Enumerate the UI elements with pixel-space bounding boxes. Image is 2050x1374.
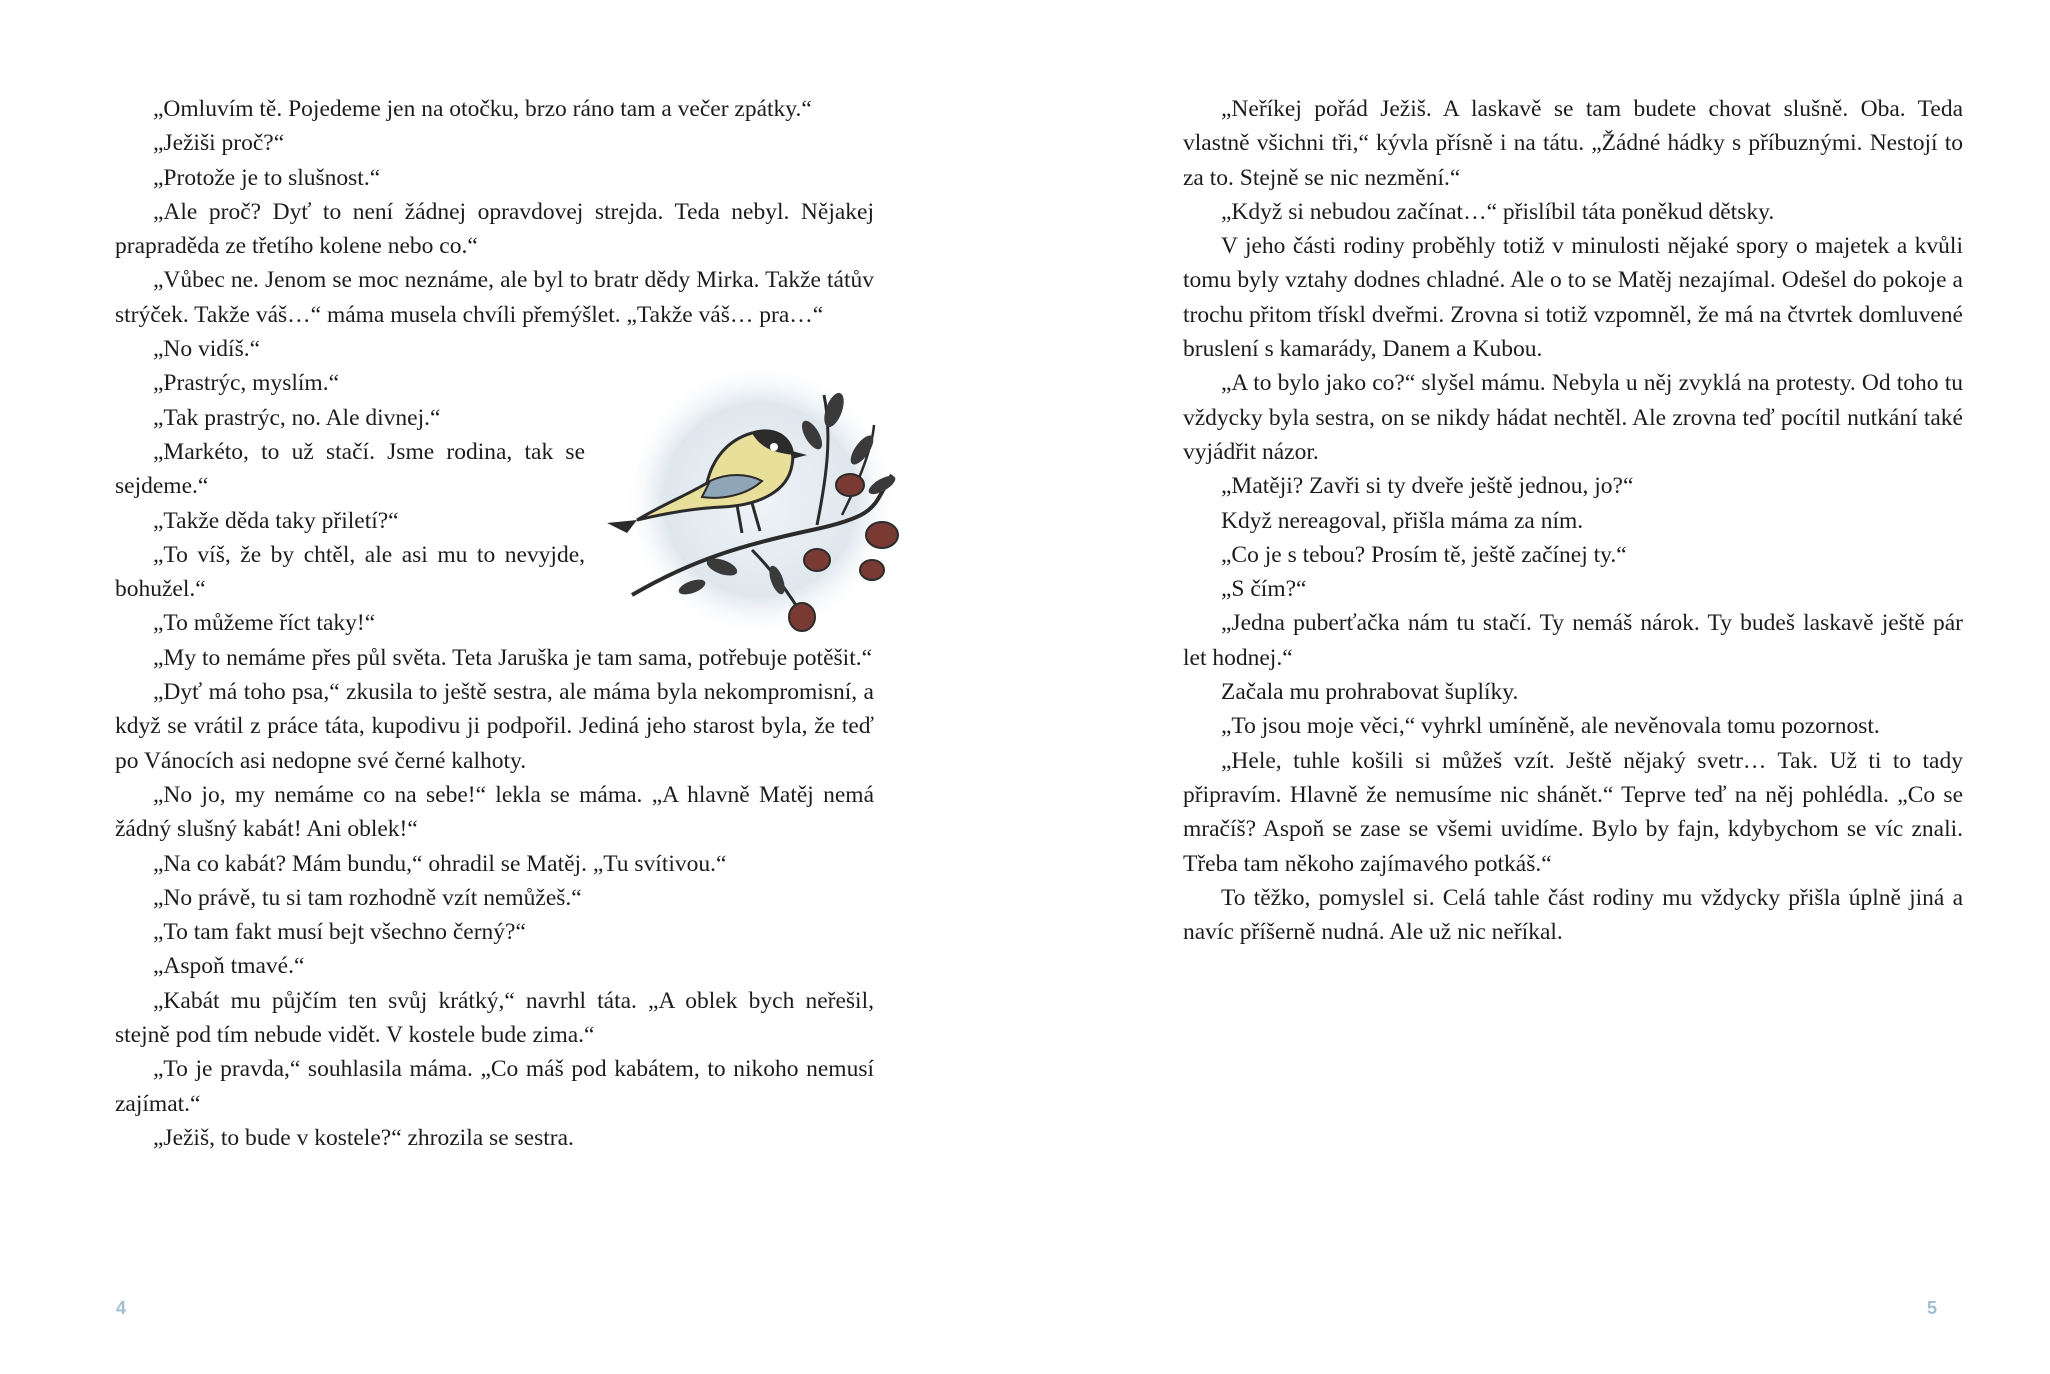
paragraph: „Ježiši proč?“ [153, 130, 285, 157]
paragraph: Když nereagoval, přišla máma za ním. [1221, 507, 1584, 534]
paragraph: „Tak prastrýc, no. Ale divnej.“ [153, 404, 441, 431]
right-page [1025, 0, 2050, 1374]
paragraph: „No vidíš.“ [153, 336, 261, 363]
paragraph: „Markéto, to už stačí. Jsme rodina, tak se sejdeme.“ [115, 438, 585, 500]
paragraph: „Matěji? Zavři si ty dveře ještě jednou, jo?“ [1221, 473, 1634, 500]
paragraph: „Co je s tebou? Prosím tě, ještě začínej ty.“ [1221, 541, 1627, 568]
paragraph: „Když si nebudou začínat…“ přislíbil táta poněkud dětsky. [1221, 198, 1775, 225]
paragraph: „Na co kabát? Mám bundu,“ ohradil se Matěj. „Tu svítivou.“ [153, 850, 727, 877]
paragraph: „S čím?“ [1221, 576, 1307, 603]
page-number: 4 [116, 1298, 127, 1318]
paragraph: „Jedna puberťačka nám tu stačí. Ty nemáš nárok. Ty budeš laskavě ještě pár let hodnej.“ [1183, 610, 1963, 671]
paragraph: To těžko, pomyslel si. Celá tahle část rodiny mu vždycky přišla úplně jiná a navíc příšerně nudná. Ale už nic neříkal. [1183, 884, 1963, 946]
paragraph: „Hele, tuhle košili si můžeš vzít. Ještě nějaký svetr… Tak. Už ti to tady připravím. Hlavně že nemusíme nic shánět.“ Teprve teď na něj pohlédla. „Co se mračíš? Aspoň se zase se všemi uvidíme. Bylo by fajn, kdybychom se víc znali. Třeba tam někoho zajímavého potkáš.“ [1183, 747, 1963, 877]
paragraph: „Neříkej pořád Ježiš. A laskavě se tam budete chovat slušně. Oba. Teda vlastně všichni tři,“ kývla přísně i na tátu. „Žádné hádky s příbuznými. Nestojí to za to. Stejně se nic nezmění.“ [1183, 96, 1963, 191]
bird-on-branch-icon [602, 355, 902, 645]
paragraph: „Prastrýc, myslím.“ [153, 370, 340, 397]
paragraph: „A to bylo jako co?“ slyšel mámu. Nebyla u něj zvyklá na protesty. Od toho tu vždycky byla sestra, on se nikdy hádat nechtěl. Ale zrovna teď pocítil nutkání také vyjádřit názor. [1183, 370, 1963, 465]
paragraph: „To jsou moje věci,“ vyhrkl umíněně, ale nevěnovala tomu pozornost. [1221, 713, 1880, 740]
paragraph: Začala mu prohrabovat šuplíky. [1221, 679, 1519, 706]
paragraph: „Takže děda taky přiletí?“ [153, 507, 399, 534]
paragraph: „Ježiš, to bude v kostele?“ zhrozila se sestra. [153, 1124, 574, 1151]
paragraph: „Omluvím tě. Pojedeme jen na otočku, brzo ráno tam a večer zpátky.“ [153, 96, 812, 122]
right-page-text [1183, 92, 1963, 949]
paragraph: „No právě, tu si tam rozhodně vzít nemůžeš.“ [153, 884, 582, 911]
page-number: 5 [1927, 1298, 1938, 1318]
paragraph: „Ale proč? Dyť to není žádnej opravdovej strejda. Teda nebyl. Nějakej prapraděda ze třetího kolene nebo co.“ [115, 198, 874, 260]
paragraph: „To víš, že by chtěl, ale asi mu to nevyjde, bohužel.“ [115, 541, 585, 603]
paragraph: „Aspoň tmavé.“ [153, 953, 305, 980]
paragraph: „Protože je to slušnost.“ [153, 164, 381, 191]
paragraph: „Vůbec ne. Jenom se moc neznáme, ale byl to bratr dědy Mirka. Takže tátův strýček. Takže váš…“ máma musela chvíli přemýšlet. „Takže váš… pra…“ [115, 267, 874, 328]
paragraph: „Dyť má toho psa,“ zkusila to ještě sestra, ale máma byla nekompromisní, a když se vrátil z práce táta, kupodivu ji podpořil. Jediná jeho starost byla, že teď po Vánocích asi nedopne své černé kalhoty. [115, 679, 874, 774]
paragraph: „To je pravda,“ souhlasila máma. „Co máš pod kabátem, to nikoho nemusí zajímat.“ [115, 1056, 874, 1117]
paragraph: „To tam fakt musí bejt všechno černý?“ [153, 919, 526, 946]
paragraph: V jeho části rodiny proběhly totiž v minulosti nějaké spory o majetek a kvůli tomu byly vztahy dodnes chladné. Ale o to se Matěj nezajímal. Odešel do pokoje a trochu přitom třískl dveřmi. Zrovna si totiž vzpomněl, že má na čtvrtek domluvené bruslení s kamarády, Danem a Kubou. [1183, 233, 1963, 363]
paragraph: „My to nemáme přes půl světa. Teta Jaruška je tam sama, potřebuje potěšit.“ [153, 644, 873, 671]
paragraph: „Kabát mu půjčím ten svůj krátký,“ navrhl táta. „A oblek bych neřešil, stejně pod tím nebude vidět. V kostele bude zima.“ [115, 987, 874, 1049]
paragraph: „No jo, my nemáme co na sebe!“ lekla se máma. „A hlavně Matěj nemá žádný slušný kabát! Ani oblek!“ [115, 781, 874, 843]
paragraph: „To můžeme říct taky!“ [153, 610, 376, 637]
